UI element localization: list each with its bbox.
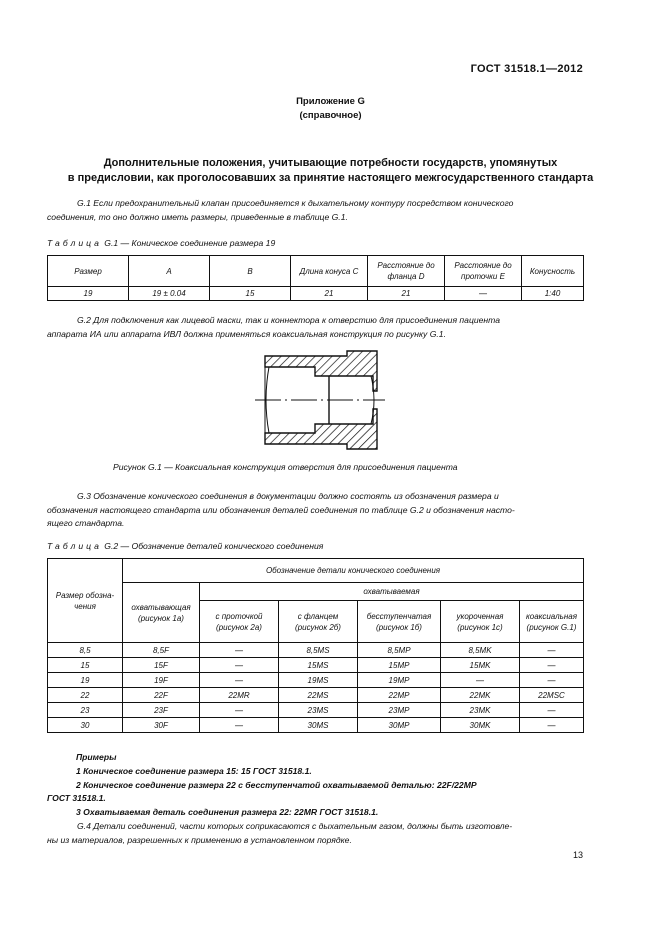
annex-title: Приложение G (296, 96, 365, 107)
table1-header: Длина конуса C (291, 256, 368, 287)
examples-title: Примеры (76, 752, 117, 762)
table2-caption-label: Таблица (47, 541, 102, 551)
table2-cell: — (520, 703, 584, 718)
table-row (48, 287, 584, 301)
g3-line-3: ящего стандарта. (47, 518, 125, 528)
g4-line-2: ны из материалов, разрешенных к применению в установленном порядке. (47, 834, 352, 845)
table2-cell: 23MK (441, 703, 520, 718)
table2-header-row-2 (48, 583, 584, 601)
table2-outer-header: охватывающая (рисунок 1а) (123, 583, 200, 643)
table2-cell: 8,5MS (279, 643, 358, 658)
table2-cell: 19MP (358, 673, 441, 688)
table2-cell: 15MK (441, 658, 520, 673)
table-row (48, 688, 584, 703)
table1-caption-label: Таблица (47, 238, 102, 248)
table2-subcol-header: с фланцем (рисунок 2б) (279, 601, 358, 643)
table2-cell: — (200, 673, 279, 688)
table2-cell: 23MP (358, 703, 441, 718)
table2-cell: — (441, 673, 520, 688)
table2-cell: 23 (48, 703, 123, 718)
table2-cell: 30MP (358, 718, 441, 733)
paragraph-g2 (47, 314, 584, 341)
table1-header: Конусность (522, 256, 584, 287)
table1-cell: 21 (291, 287, 368, 301)
table2-cell: 8,5F (123, 643, 200, 658)
table2-group-header: Обозначение детали конического соединения (123, 559, 584, 583)
table1-cell: 15 (210, 287, 291, 301)
table1-header: Расстояние до фланца D (368, 256, 445, 287)
table2-cell: 22MP (358, 688, 441, 703)
table2-cell: 30MS (279, 718, 358, 733)
heading-line-2: в предисловии, как проголосовавших за принятие настоящего межгосударственного стандарта (67, 172, 594, 184)
table2-header-row-1 (48, 559, 584, 583)
document-header: ГОСТ 31518.1—2012 (470, 63, 583, 75)
paragraph-g1 (47, 197, 584, 224)
table2-cell: 15MS (279, 658, 358, 673)
paragraph-g3 (47, 490, 584, 531)
table2-cell: 30 (48, 718, 123, 733)
table2-subcol-header: с проточкой (рисунок 2а) (200, 601, 279, 643)
table2-cell: — (200, 718, 279, 733)
table2-cell: 19 (48, 673, 123, 688)
table2-subcol-header: коаксиальная (рисунок G.1) (520, 601, 584, 643)
example-1: 1 Коническое соединение размера 15: 15 ГОСТ 31518.1. (76, 766, 312, 776)
example-2-line-1: 2 Коническое соединение размера 22 с бесступенчатой охватываемой деталью: 22F/22MP (76, 780, 477, 790)
table2-cell: 15MP (358, 658, 441, 673)
table-g1 (47, 255, 584, 301)
table2-cell: 30MK (441, 718, 520, 733)
table-row (48, 643, 584, 658)
annex-subtitle: (справочное) (299, 110, 362, 121)
table1-caption (47, 238, 275, 248)
table2-subcol-header: укороченная (рисунок 1с) (441, 601, 520, 643)
g3-line-2: обозначения настоящего стандарта или обозначения деталей соединения по таблице G.2 и обозначения насто- (47, 504, 515, 515)
table2-cell: 19MS (279, 673, 358, 688)
example-3: 3 Охватываемая деталь соединения размера 22: 22MR ГОСТ 31518.1. (76, 807, 379, 817)
table2-cell: 15 (48, 658, 123, 673)
table2-cell: 8,5MK (441, 643, 520, 658)
table-row (48, 673, 584, 688)
table1-header-row (48, 256, 584, 287)
table2-cell: 19F (123, 673, 200, 688)
table1-cell: 1:40 (522, 287, 584, 301)
table1-header: Расстояние до проточки E (445, 256, 522, 287)
figure-caption: Рисунок G.1 — Коаксиальная конструкция отверстия для присоединения пациента (113, 462, 458, 472)
table1-header: A (129, 256, 210, 287)
table2-subgroup-header: охватываемая (200, 583, 584, 601)
table-row (48, 658, 584, 673)
table2-cell: — (200, 643, 279, 658)
table2-caption-text: G.2 — Обозначение деталей конического соединения (104, 541, 324, 551)
table2-cell: — (520, 658, 584, 673)
table1-caption-text: G.1 — Коническое соединение размера 19 (104, 238, 276, 248)
table2-cell: 23MS (279, 703, 358, 718)
table2-cell: 8,5 (48, 643, 123, 658)
g2-line-1: G.2 Для подключения как лицевой маски, так и коннектора к отверстию для присоединения пациента (77, 315, 500, 325)
table1-header: Размер (48, 256, 129, 287)
table2-cell: 30F (123, 718, 200, 733)
g2-line-2: аппарата ИА или аппарата ИВЛ должна применяться коаксиальная конструкция по рисунку G.1. (47, 328, 446, 339)
heading-line-1: Дополнительные положения, учитывающие потребности государств, упомянутых (103, 157, 558, 169)
table2-cell: 22MS (279, 688, 358, 703)
g1-line-2: соединения, то оно должно иметь размеры, приведенные в таблице G.1. (47, 211, 348, 222)
table2-cell: 23F (123, 703, 200, 718)
section-heading (40, 156, 621, 186)
table2-cell: 22F (123, 688, 200, 703)
lower-wall-section (265, 409, 377, 449)
g1-line-1: G.1 Если предохранительный клапан присоединяется к дыхательному контуру посредством конического (77, 198, 514, 208)
table2-caption (47, 541, 323, 551)
upper-wall-section (265, 351, 377, 391)
table2-size-header: Размер обозна-чения (48, 559, 123, 643)
table1-cell: — (445, 287, 522, 301)
example-2 (76, 779, 584, 793)
table2-cell: 22MSC (520, 688, 584, 703)
table1-cell: 19 (48, 287, 129, 301)
table2-subcol-header: бесступенчатая (рисунок 1б) (358, 601, 441, 643)
table2-cell: 22MR (200, 688, 279, 703)
table2-cell: — (200, 703, 279, 718)
table1-cell: 19 ± 0.04 (129, 287, 210, 301)
paragraph-g4 (47, 820, 584, 847)
table1-header: B (210, 256, 291, 287)
page-number: 13 (572, 850, 583, 860)
table2-cell: 22MK (441, 688, 520, 703)
table2-cell: — (520, 718, 584, 733)
table2-cell: — (200, 658, 279, 673)
table-g2 (47, 558, 584, 733)
g3-line-1: G.3 Обозначение конического соединения в документации должно состоять из обозначения размера и (77, 491, 499, 501)
table2-cell: 15F (123, 658, 200, 673)
table2-cell: 22 (48, 688, 123, 703)
table2-cell: — (520, 673, 584, 688)
g4-line-1: G.4 Детали соединений, части которых соприкасаются с дыхательным газом, должны быть изготовле- (77, 821, 513, 831)
table2-cell: 8,5MP (358, 643, 441, 658)
table1-cell: 21 (368, 287, 445, 301)
table-row (48, 718, 584, 733)
table2-cell: — (520, 643, 584, 658)
coaxial-connector-figure (255, 348, 385, 452)
example-2-line-2: ГОСТ 31518.1. (47, 793, 106, 803)
table-row (48, 703, 584, 718)
